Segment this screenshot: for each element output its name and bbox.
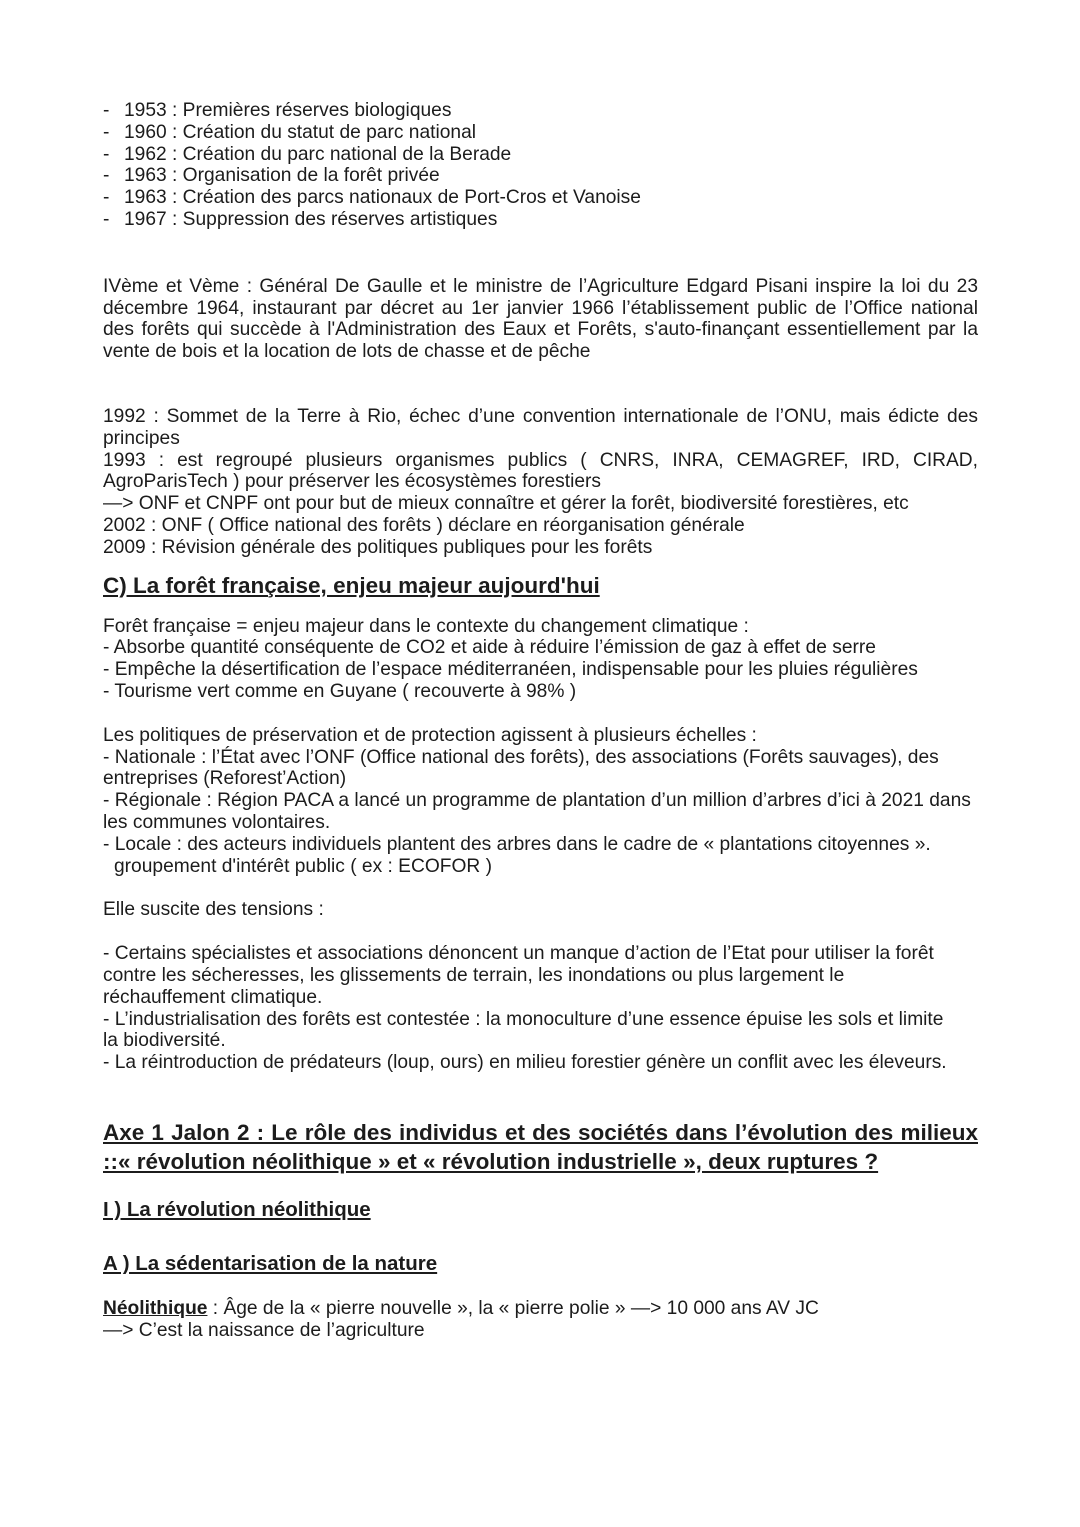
policies-intro: Les politiques de préservation et de protection agissent à plusieurs échelles : <box>103 724 757 746</box>
tensions-intro: Elle suscite des tensions : <box>103 899 324 921</box>
neolithic-note: —> C’est la naissance de l’agriculture <box>103 1319 425 1341</box>
climate-intro: Forêt française = enjeu majeur dans le contexte du changement climatique : <box>103 615 749 637</box>
timeline-list <box>103 100 978 231</box>
axe-title: Axe 1 Jalon 2 : Le rôle des individus et des sociétés dans l’évolution des milieux ::« révolution néolithique » et « révolution industrielle », deux ruptures ? <box>103 1119 978 1174</box>
policies-block <box>103 725 978 878</box>
republics-paragraph: IVème et Vème : Général De Gaulle et le ministre de l’Agriculture Edgard Pisani inspire la loi du 23 décembre 1964, instaurant par décret au 1er janvier 1966 l’établissement public de l’Office national des forêts qui succède à l'Administration des Eaux et Forêts, s'auto-finançant essentiellement par la vente de bois et la location de lots de chasse et de pêche <box>103 275 978 363</box>
tensions-block <box>103 943 948 1074</box>
event-2002: 2002 : ONF ( Office national des forêts ) déclare en réorganisation générale <box>103 514 745 536</box>
climate-block <box>103 616 978 703</box>
timeline-item: - 1967 : Suppression des réserves artistiques <box>103 209 978 231</box>
neolithic-term: Néolithique <box>103 1297 208 1319</box>
timeline-item: - 1960 : Création du statut de parc national <box>103 122 978 144</box>
document-page <box>103 100 978 1341</box>
timeline-item: - 1962 : Création du parc national de la Berade <box>103 144 978 166</box>
climate-point: - Tourisme vert comme en Guyane ( recouverte à 98% ) <box>103 680 577 702</box>
policy-item: - Nationale : l’État avec l’ONF (Office national des forêts), des associations (Forêts sauvages), des entreprises (Reforest’Action) <box>103 746 939 790</box>
climate-point: - Absorbe quantité conséquente de CO2 et aide à réduire l’émission de gaz à effet de serre <box>103 637 876 659</box>
part-1-title: I ) La révolution néolithique <box>103 1197 371 1221</box>
event-1992: 1992 : Sommet de la Terre à Rio, échec d’une convention internationale de l’ONU, mais édicte des principes <box>103 405 978 449</box>
policy-extra: groupement d'intérêt public ( ex : ECOFOR ) <box>114 855 492 877</box>
event-onf-cnpf: —> ONF et CNPF ont pour but de mieux connaître et gérer la forêt, biodiversité forestières, etc <box>103 493 909 515</box>
neolithic-definition-text: : Âge de la « pierre nouvelle », la « pierre polie » —> 10 000 ans AV JC <box>207 1297 819 1319</box>
event-2009: 2009 : Révision générale des politiques publiques pour les forêts <box>103 536 653 558</box>
timeline-item: - 1963 : Création des parcs nationaux de Port-Cros et Vanoise <box>103 187 978 209</box>
part-a-title: A ) La sédentarisation de la nature <box>103 1251 438 1275</box>
neolithic-definition <box>103 1298 978 1320</box>
timeline-item: - 1953 : Premières réserves biologiques <box>103 100 978 122</box>
climate-point: - Empêche la désertification de l’espace méditerranéen, indispensable pour les pluies régulières <box>103 659 918 681</box>
timeline-item: - 1963 : Organisation de la forêt privée <box>103 165 978 187</box>
section-c-title: C) La forêt française, enjeu majeur aujourd'hui <box>103 572 600 598</box>
tension-item: - Certains spécialistes et associations dénoncent un manque d’action de l’Etat pour utiliser la forêt contre les sécheresses, les glissements de terrain, les inondations ou plus largement le réchauffement climatique. <box>103 943 934 1008</box>
policy-item: - Locale : des acteurs individuels plantent des arbres dans le cadre de « plantations citoyennes ». <box>103 833 931 855</box>
events-block <box>103 406 978 559</box>
policy-item: - Régionale : Région PACA a lancé un programme de plantation d’un million d’arbres d’ici à 2021 dans les communes volontaires. <box>103 790 971 833</box>
tension-item: - L’industrialisation des forêts est contestée : la monoculture d’une essence épuise les sols et limite la biodiversité. <box>103 1008 944 1052</box>
event-1993: 1993 : est regroupé plusieurs organismes publics ( CNRS, INRA, CEMAGREF, IRD, CIRAD, AgroParisTech ) pour préserver les écosystèmes forestiers <box>103 449 978 493</box>
tension-item: - La réintroduction de prédateurs (loup, ours) en milieu forestier génère un conflit avec les éleveurs. <box>103 1052 947 1074</box>
